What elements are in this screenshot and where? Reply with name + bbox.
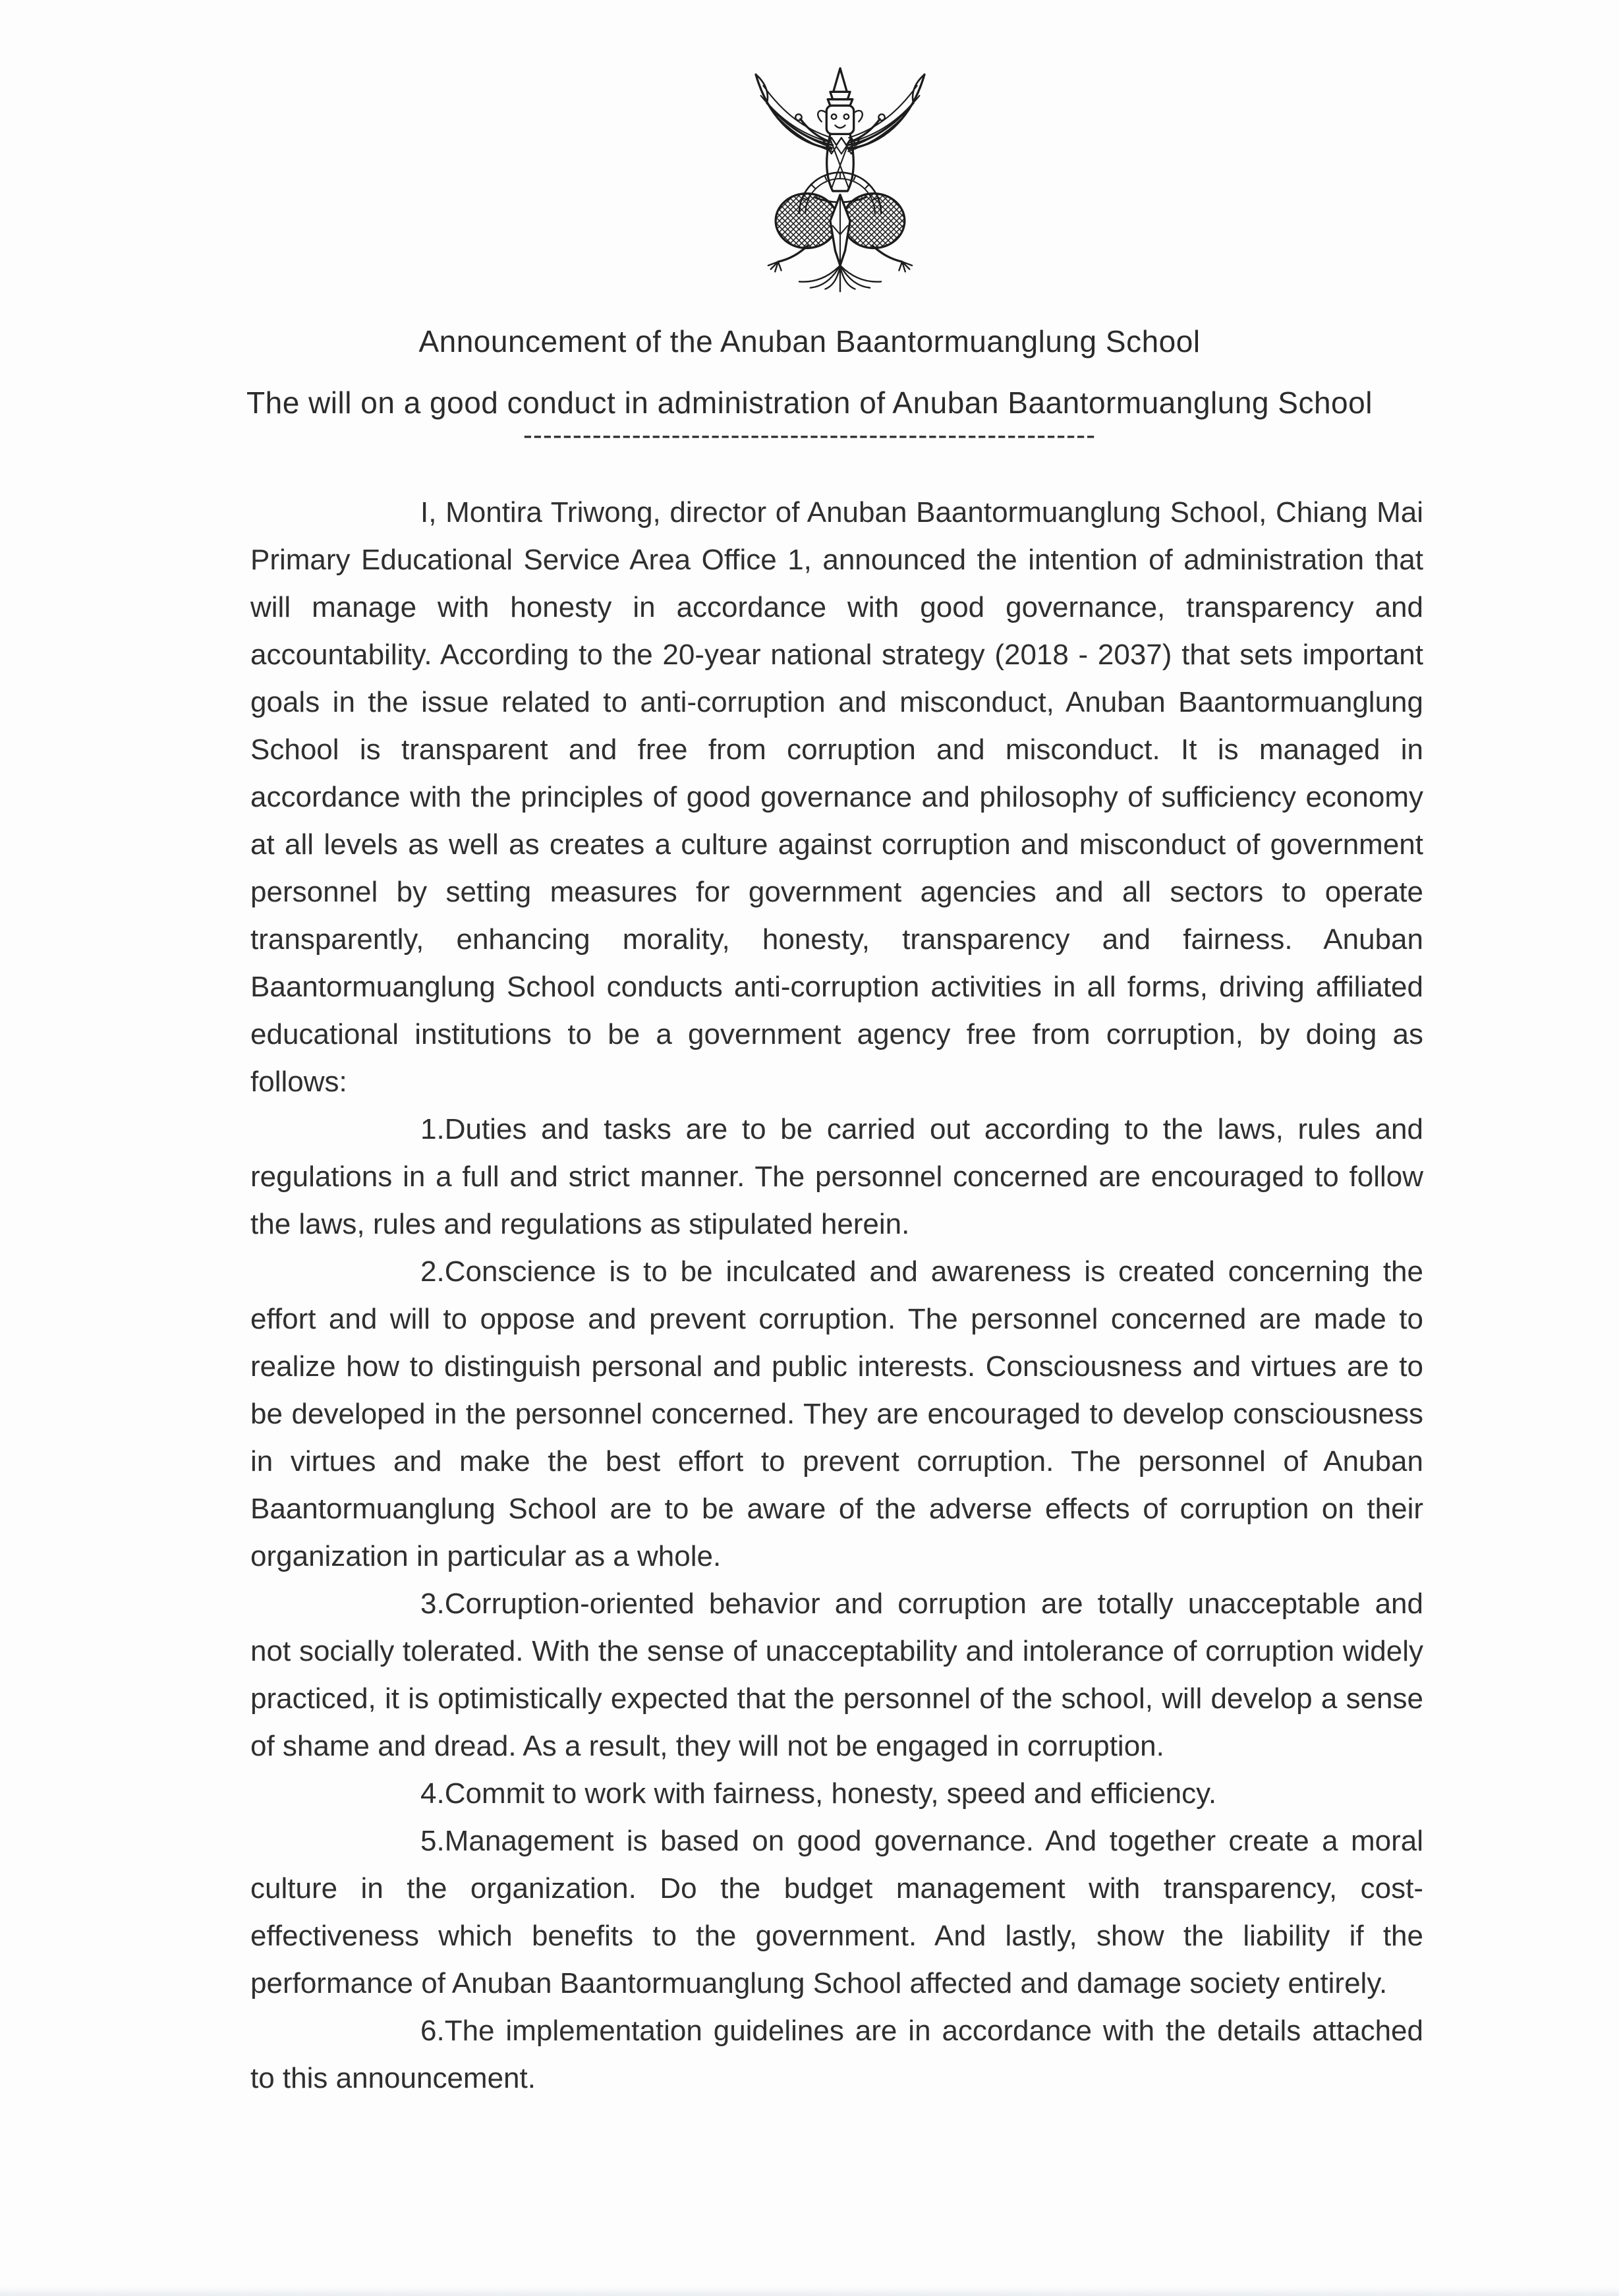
paragraph-intro: I, Montira Triwong, director of Anuban Baantormuanglung School, Chiang Mai Primary Educational Service Area Office 1, announced the intention of administration that will manage with honesty in accordance with good governance, transparency and accountability. According to the 20-year national strategy (2018 - 2037) that sets important goals in the issue related to anti-corruption and misconduct, Anuban Baantormuanglung School is transparent and free from corruption and misconduct. It is managed in accordance with the principles of good governance and philosophy of sufficiency economy at all levels as well as creates a culture against corruption and misconduct of government personnel by setting measures for government agencies and all sectors to operate transparently, enhancing morality, honesty, transparency and fairness. Anuban Baantormuanglung School conducts anti-corruption activities in all forms, driving affiliated educational institutions to be a government agency free from corruption, by doing as follows:: [250, 496, 1423, 1098]
paragraph-item-4: 4.Commit to work with fairness, honesty, speed and efficiency.: [420, 1777, 1217, 1810]
paragraph-item-6: 6.The implementation guidelines are in accordance with the details attached to this announcement.: [250, 2015, 1423, 2094]
garuda-emblem-icon: [733, 65, 948, 295]
document-title-line1: Announcement of the Anuban Baantormuanglung School: [418, 324, 1201, 359]
scan-edge-artifact: [0, 2287, 1619, 2296]
paragraph-item-3: 3.Corruption-oriented behavior and corruption are totally unacceptable and not socially tolerated. With the sense of unacceptability and intolerance of corruption widely practiced, it is optimistically expected that the personnel of the school, will develop a sense of shame and dread. As a result, they will not be engaged in corruption.: [250, 1588, 1423, 1762]
paragraph-item-1: 1.Duties and tasks are to be carried out according to the laws, rules and regulations in a full and strict manner. The personnel concerned are encouraged to follow the laws, rules and regulations as stipulated herein.: [250, 1113, 1423, 1240]
document-header: [0, 311, 1619, 434]
document-body: [250, 489, 1423, 2102]
document-title-line2: The will on a good conduct in administration of Anuban Baantormuanglung School: [246, 386, 1373, 420]
dashed-separator: ----------------------------------------------------------: [523, 419, 1096, 450]
paragraph-item-5: 5.Management is based on good governance. And together create a moral culture in the organization. Do the budget management with transparency, cost-effectiveness which benefits to the government. And lastly, show the liability if the performance of Anuban Baantormuanglung School affected and damage society entirely.: [250, 1825, 1423, 1999]
paragraph-item-2: 2.Conscience is to be inculcated and awareness is created concerning the effort and will to oppose and prevent corruption. The personnel concerned are made to realize how to distinguish personal and public interests. Consciousness and virtues are to be developed in the personnel concerned. They are encouraged to develop consciousness in virtues and make the best effort to prevent corruption. The personnel of Anuban Baantormuanglung School are to be aware of the adverse effects of corruption on their organization in particular as a whole.: [250, 1255, 1423, 1572]
